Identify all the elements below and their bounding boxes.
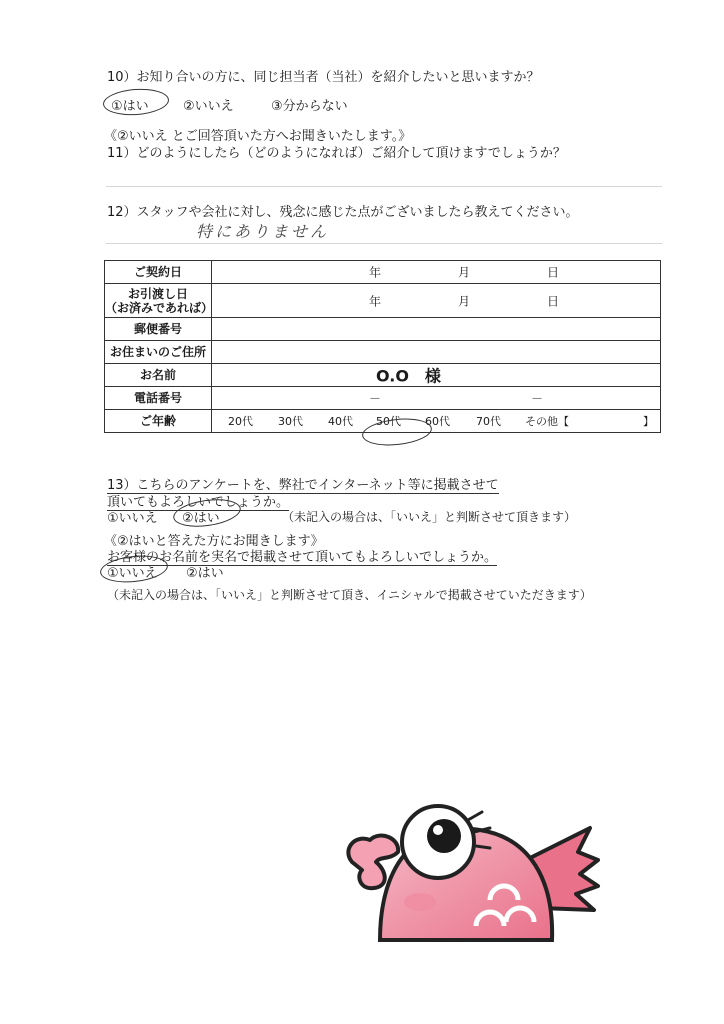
age-option-50s[interactable]: 50代 xyxy=(376,415,401,428)
delivery-date-label xyxy=(105,284,212,318)
phone-dash-2: － xyxy=(531,391,544,406)
delivery-day-unit: 日 xyxy=(547,294,560,308)
q13-follow-option-no[interactable]: ①いいえ xyxy=(107,566,158,581)
q13-question-line1: 13）こちらのアンケートを、弊社でインターネット等に掲載させて xyxy=(107,478,499,493)
contract-month-unit: 月 xyxy=(458,265,471,280)
age-option-40s[interactable]: 40代 xyxy=(328,415,353,428)
postal-code-cell[interactable] xyxy=(212,318,661,341)
q11-question: 11）どのようにしたら（どのようになれば）ご紹介して頂けますでしょうか？ xyxy=(107,146,566,161)
name-label: お名前 xyxy=(105,364,212,387)
fish-pupil xyxy=(427,819,461,853)
fish-eye-highlight xyxy=(433,825,443,835)
phone-cell[interactable] xyxy=(212,387,661,410)
contract-day-unit: 日 xyxy=(547,265,560,280)
fish-cheek xyxy=(404,893,436,911)
q12-answer-line xyxy=(106,243,662,244)
q13-option-no[interactable]: ①いいえ xyxy=(107,511,158,526)
address-label: お住まいのご住所 xyxy=(105,341,212,364)
q10-question: 10）お知り合いの方に、同じ担当者（当社）を紹介したいと思いますか？ xyxy=(107,70,540,85)
age-option-other[interactable]: その他【 xyxy=(525,415,569,428)
q11-note: 《②いいえ とご回答頂いた方へお聞きいたします。》 xyxy=(104,129,412,144)
q13-note: （未記入の場合は、「いいえ」と判断させて頂きます） xyxy=(282,510,577,524)
postal-code-label: 郵便番号 xyxy=(105,318,212,341)
q10-option-unsure[interactable]: ③分からない xyxy=(271,99,348,114)
age-option-30s[interactable]: 30代 xyxy=(278,415,303,428)
q13-follow-header: 《②はいと答えた方にお聞きします》 xyxy=(104,534,324,549)
q13-follow-note: （未記入の場合は、「いいえ」と判断させて頂き、イニシャルで掲載させていただきます） xyxy=(107,588,592,602)
delivery-date-label-line1: お引渡し日 xyxy=(127,286,188,301)
q10-option-yes[interactable]: ①はい xyxy=(111,99,149,114)
contract-year-unit: 年 xyxy=(369,265,382,280)
delivery-month-unit: 月 xyxy=(458,294,471,308)
age-option-70s[interactable]: 70代 xyxy=(476,415,501,428)
delivery-year-unit: 年 xyxy=(369,294,382,308)
delivery-date-cell[interactable] xyxy=(212,284,661,318)
contract-date-cell[interactable] xyxy=(212,261,661,284)
q12-question: 12）スタッフや会社に対し、残念に感じた点がございましたら教えてください。 xyxy=(107,205,579,220)
age-cell[interactable] xyxy=(212,410,661,433)
contract-date-label: ご契約日 xyxy=(105,261,212,284)
q10-selection-circle xyxy=(102,87,170,118)
age-label: ご年齢 xyxy=(105,410,212,433)
age-option-20s[interactable]: 20代 xyxy=(228,415,253,428)
phone-dash-1: － xyxy=(369,391,382,406)
customer-info-table xyxy=(104,260,661,433)
q13-option-yes[interactable]: ②はい xyxy=(182,511,220,526)
address-cell[interactable] xyxy=(212,341,661,364)
q13-follow-question: お客様のお名前を実名で掲載させて頂いてもよろしいでしょうか。 xyxy=(107,550,498,565)
q12-handwritten-answer: 特にありません xyxy=(196,222,330,241)
name-cell[interactable] xyxy=(212,364,661,387)
fish-mascot-icon xyxy=(340,790,610,950)
age-option-other-close: 】 xyxy=(643,415,654,428)
q11-answer-line xyxy=(106,186,662,187)
q10-option-no[interactable]: ②いいえ xyxy=(183,99,234,114)
q13-question-line2: 頂いてもよろしいでしょうか。 xyxy=(107,495,290,510)
name-value: O.O 様 xyxy=(376,366,441,386)
q13-follow-option-yes[interactable]: ②はい xyxy=(186,566,224,581)
phone-label: 電話番号 xyxy=(105,387,212,410)
age-option-60s[interactable]: 60代 xyxy=(425,415,450,428)
delivery-date-label-line2: （お済みであれば） xyxy=(105,300,214,315)
